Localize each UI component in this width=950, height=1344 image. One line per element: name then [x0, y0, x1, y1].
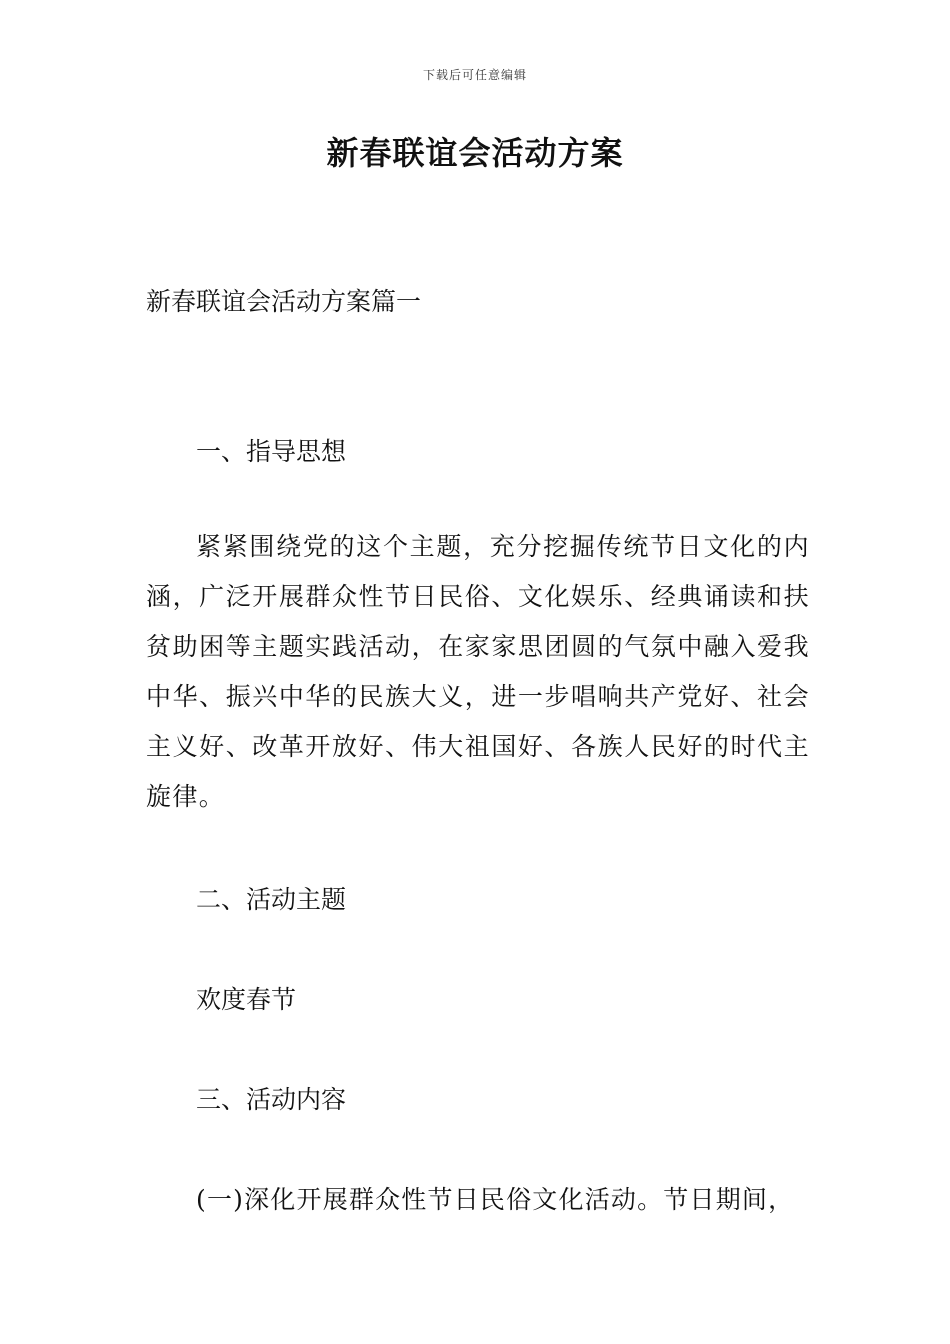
section-heading-guiding-ideology: 一、指导思想	[196, 437, 347, 466]
guiding-ideology-paragraph: 紧紧围绕党的这个主题，充分挖掘传统节日文化的内涵，广泛开展群众性节日民俗、文化娱乐、经典诵读和扶贫助困等主题实践活动，在家家思团圆的气氛中融入爱我中华、振兴中华的民族大义，进一步唱响共产党好、社会主义好、改革开放好、伟大祖国好、各族人民好的时代主旋律。	[146, 532, 810, 811]
section-heading-activity-theme: 二、活动主题	[196, 885, 347, 914]
document-subtitle: 新春联谊会活动方案篇一	[146, 287, 422, 316]
header-note: 下载后可任意编辑	[422, 68, 527, 82]
activity-theme-text: 欢度春节	[196, 985, 297, 1014]
activity-content-paragraph: (一)深化开展群众性节日民俗文化活动。节日期间，	[196, 1185, 795, 1214]
section-heading-activity-content: 三、活动内容	[196, 1085, 347, 1114]
document-title: 新春联谊会活动方案	[326, 134, 624, 172]
